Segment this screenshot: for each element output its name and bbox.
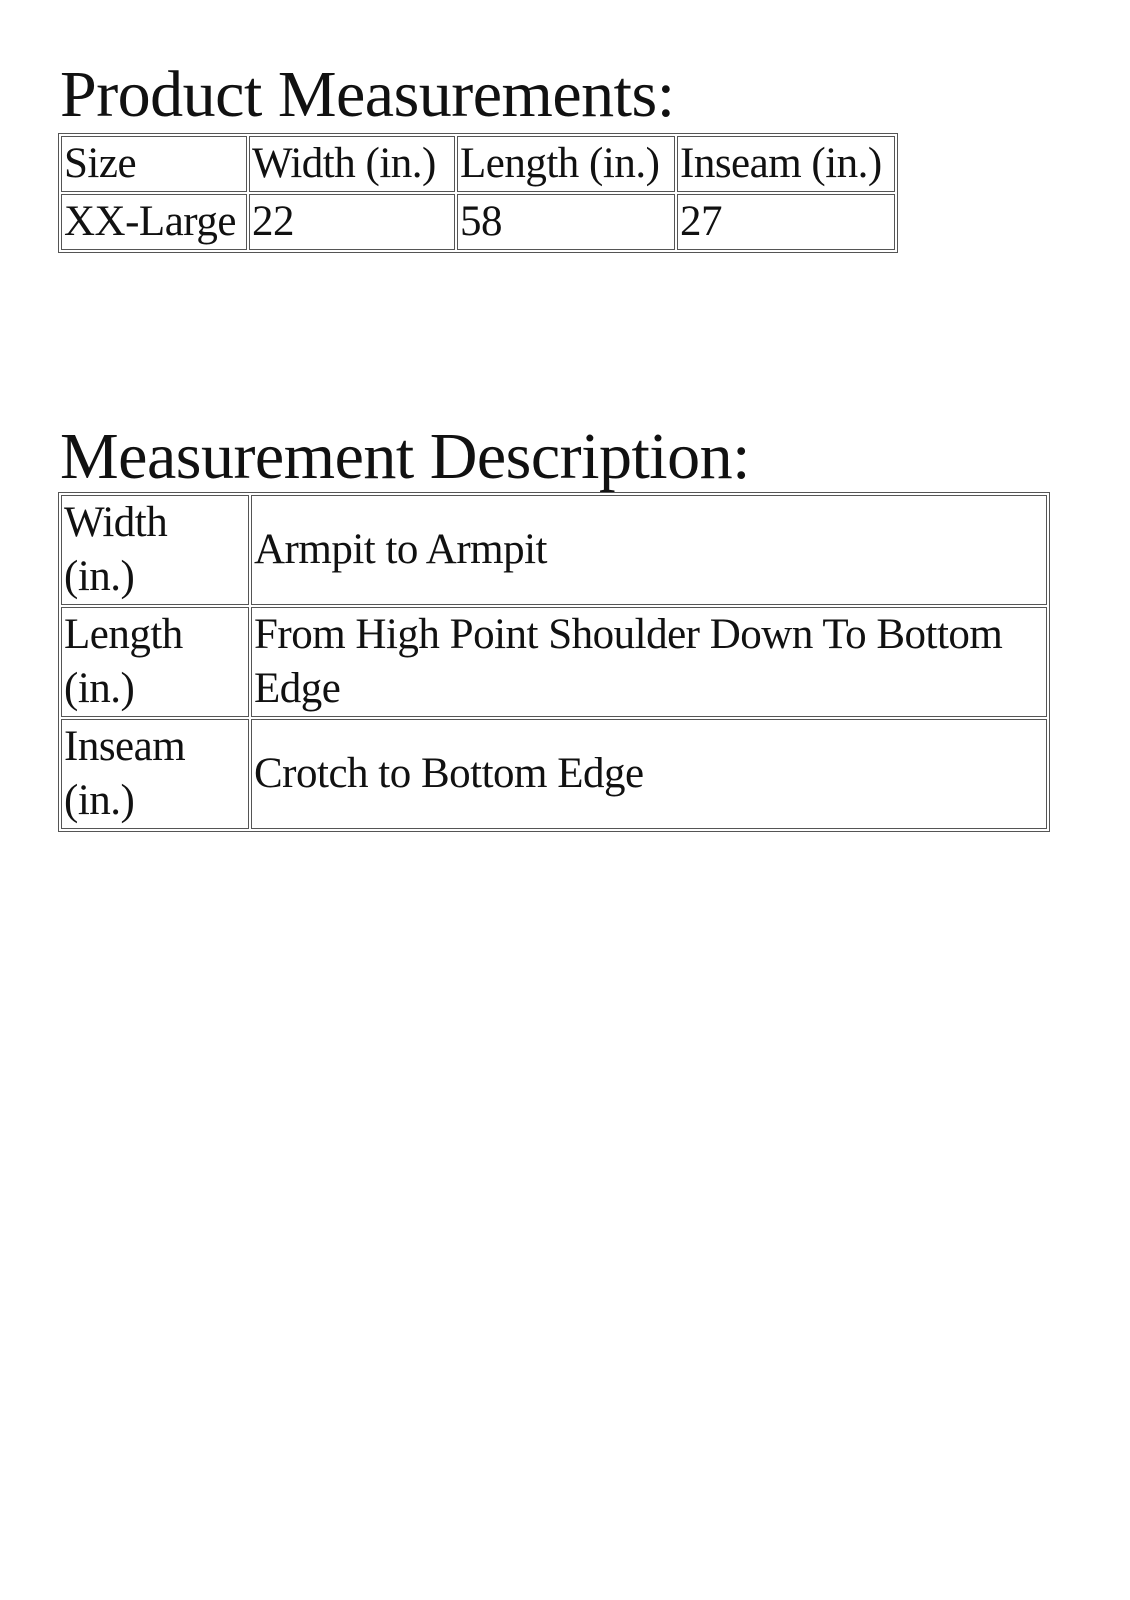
- cell-inseam: 27: [677, 194, 895, 250]
- cell-width: 22: [249, 194, 455, 250]
- header-inseam: Inseam (in.): [677, 136, 895, 192]
- header-size: Size: [61, 136, 247, 192]
- description-value: Armpit to Armpit: [251, 495, 1047, 605]
- cell-length: 58: [457, 194, 675, 250]
- measurement-description-heading: Measurement Description:: [60, 420, 750, 493]
- table-row: [61, 194, 895, 250]
- header-width: Width (in.): [249, 136, 455, 192]
- header-length: Length (in.): [457, 136, 675, 192]
- table-row: [61, 719, 1047, 829]
- description-key: Inseam (in.): [61, 719, 249, 829]
- table-header-row: [61, 136, 895, 192]
- table-row: [61, 607, 1047, 717]
- product-measurements-heading: Product Measurements:: [60, 58, 675, 131]
- table-row: [61, 495, 1047, 605]
- description-value: From High Point Shoulder Down To Bottom Edge: [251, 607, 1047, 717]
- product-measurements-table: [58, 133, 898, 253]
- description-key: Width (in.): [61, 495, 249, 605]
- description-key: Length (in.): [61, 607, 249, 717]
- cell-size: XX-Large: [61, 194, 247, 250]
- measurement-description-table: [58, 492, 1050, 832]
- description-value: Crotch to Bottom Edge: [251, 719, 1047, 829]
